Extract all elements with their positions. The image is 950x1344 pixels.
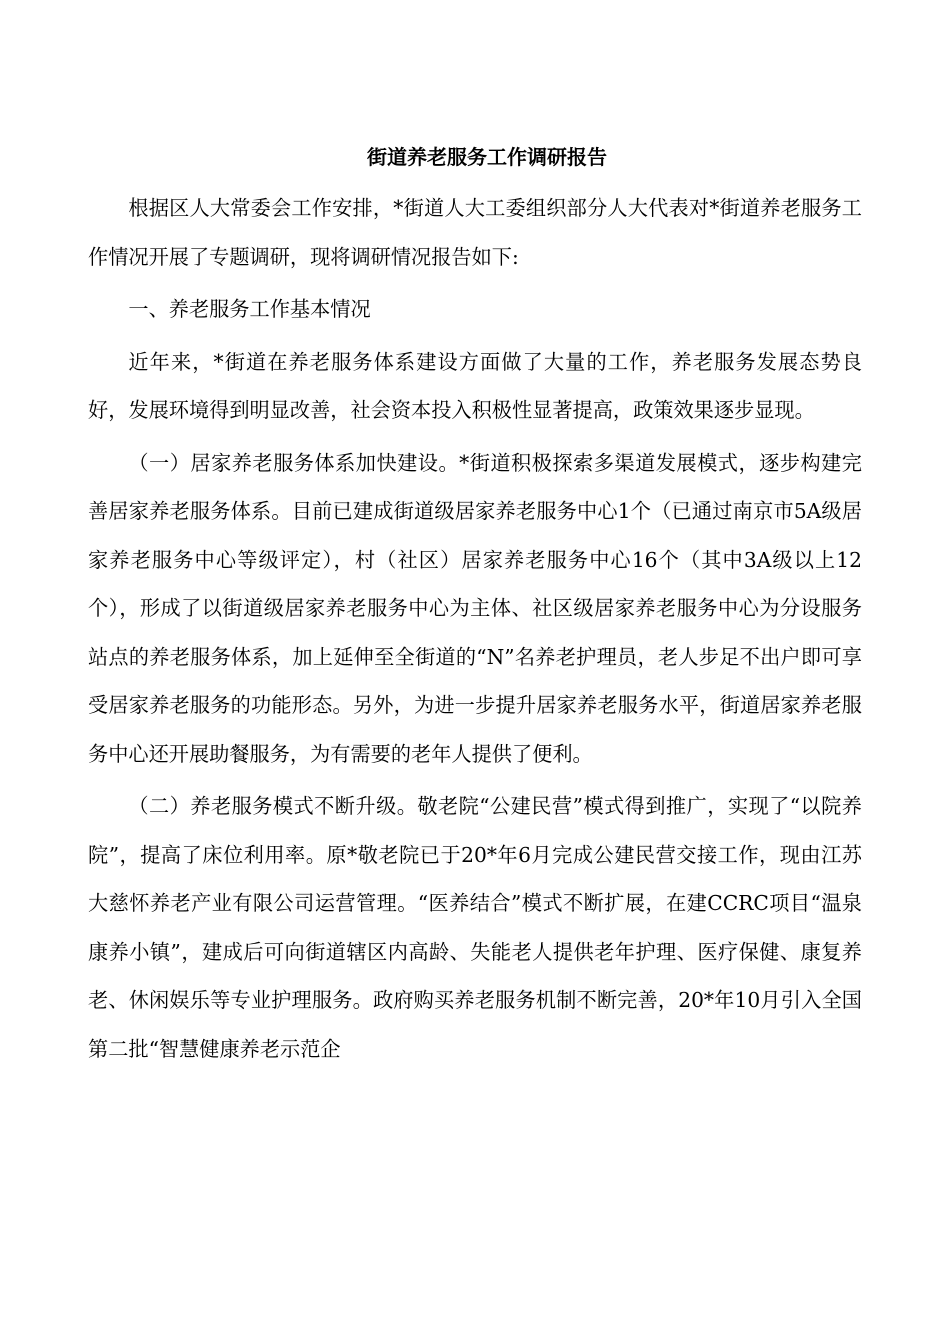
section-heading-basic-situation: 一、养老服务工作基本情况: [128, 297, 371, 321]
paragraph-service-model-upgrade: （二）养老服务模式不断升级。敬老院“公建民营”模式得到推广，实现了“以院养院”，提高了床位利用率。原*敬老院已于20*年6月完成公建民营交接工作，现由江苏大慈怀养老产业有限公司运营管理。“医养结合”模式不断扩展，在建CCRC项目“温泉康养小镇”，建成后可向街道辖区内高龄、失能老人提供老年护理、医疗保健、康复养老、休闲娱乐等专业护理服务。政府购买养老服务机制不断完善，20*年10月引入全国第二批“智慧健康养老示范企: [88, 794, 862, 1061]
document-body: [88, 184, 862, 1073]
paragraph-intro: 根据区人大常委会工作安排，*街道人大工委组织部分人大代表对*街道养老服务工作情况开展了专题调研，现将调研情况报告如下:: [88, 196, 862, 269]
document-title: 街道养老服务工作调研报告: [367, 145, 607, 169]
paragraph-overview: 近年来，*街道在养老服务体系建设方面做了大量的工作，养老服务发展态势良好，发展环境得到明显改善，社会资本投入积极性显著提高，政策效果逐步显现。: [88, 349, 862, 422]
paragraph-home-care-system: （一）居家养老服务体系加快建设。*街道积极探索多渠道发展模式，逐步构建完善居家养老服务体系。目前已建成街道级居家养老服务中心1个（已通过南京市5A级居家养老服务中心等级评定），村（社区）居家养老服务中心16个（其中3A级以上12个），形成了以街道级居家养老服务中心为主体、社区级居家养老服务中心为分设服务站点的养老服务体系，加上延伸至全街道的“N”名养老护理员，老人步足不出户即可享受居家养老服务的功能形态。另外，为进一步提升居家养老服务水平，街道居家养老服务中心还开展助餐服务，为有需要的老年人提供了便利。: [88, 450, 862, 766]
